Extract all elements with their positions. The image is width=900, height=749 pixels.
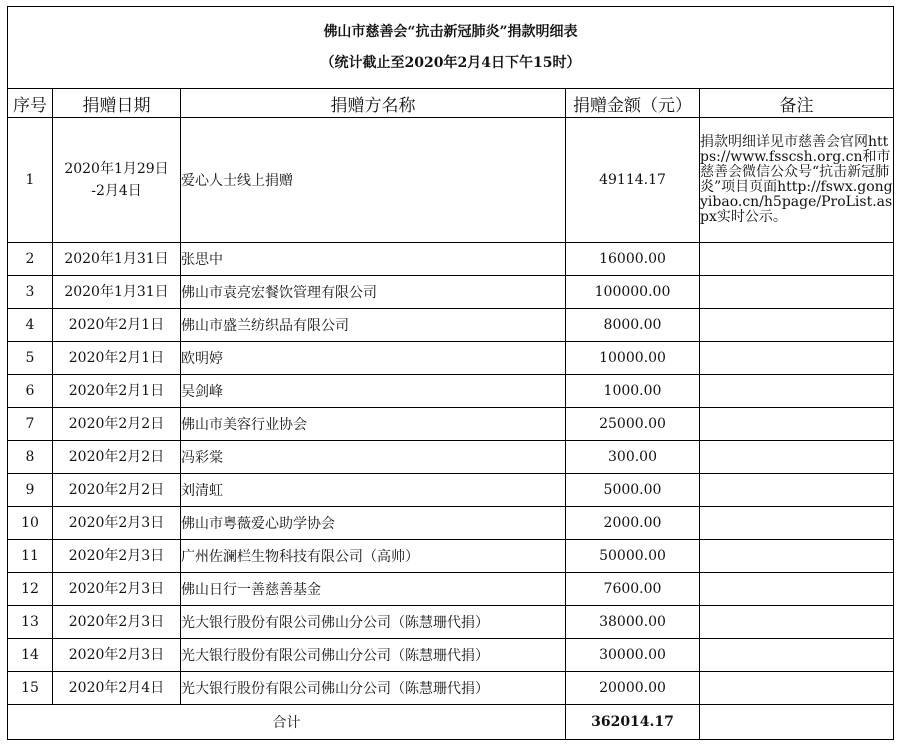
table-row — [8, 474, 894, 507]
table-row — [8, 375, 894, 408]
row-amount: 7600.00 — [566, 573, 700, 606]
row-note — [700, 342, 894, 375]
row-seq: 11 — [8, 540, 53, 573]
table-row — [8, 309, 894, 342]
row-date — [53, 243, 181, 276]
row-amount: 300.00 — [566, 441, 700, 474]
row-amount: 25000.00 — [566, 408, 700, 441]
row-donor: 光大银行股份有限公司佛山分公司（陈慧珊代捐） — [181, 639, 566, 672]
row-note — [700, 606, 894, 639]
row-note — [700, 243, 894, 276]
table-row — [8, 507, 894, 540]
row-donor: 爱心人士线上捐赠 — [181, 118, 566, 243]
row-date — [53, 118, 181, 243]
row-note — [700, 474, 894, 507]
row-date — [53, 276, 181, 309]
row-seq: 4 — [8, 309, 53, 342]
table-row — [8, 540, 894, 573]
row-donor: 刘清虹 — [181, 474, 566, 507]
row-donor: 欧明婷 — [181, 342, 566, 375]
row-date-text: 2020年2月3日 — [68, 581, 165, 597]
row-date-text: 2020年2月1日 — [68, 383, 165, 399]
table-row — [8, 342, 894, 375]
table-row — [8, 276, 894, 309]
row-donor: 吴剑峰 — [181, 375, 566, 408]
row-date-text-2: -2月4日 — [91, 183, 142, 199]
row-seq: 2 — [8, 243, 53, 276]
row-amount: 2000.00 — [566, 507, 700, 540]
donation-table — [7, 6, 894, 740]
row-donor: 佛山市美容行业协会 — [181, 408, 566, 441]
row-donor: 冯彩棠 — [181, 441, 566, 474]
row-seq: 10 — [8, 507, 53, 540]
row-note — [700, 309, 894, 342]
row-date — [53, 507, 181, 540]
row-note — [700, 540, 894, 573]
row-seq: 13 — [8, 606, 53, 639]
row-seq: 12 — [8, 573, 53, 606]
table-row — [8, 639, 894, 672]
row-amount: 38000.00 — [566, 606, 700, 639]
row-date-text: 2020年2月3日 — [68, 515, 165, 531]
header-amount: 捐赠金额（元） — [566, 89, 700, 118]
table-row — [8, 441, 894, 474]
row-date — [53, 540, 181, 573]
row-note — [700, 507, 894, 540]
row-amount: 30000.00 — [566, 639, 700, 672]
row-note — [700, 408, 894, 441]
title-row — [8, 7, 894, 89]
row-amount: 8000.00 — [566, 309, 700, 342]
total-amount: 362014.17 — [566, 705, 700, 740]
total-label: 合计 — [8, 705, 566, 740]
row-donor: 广州佐澜栏生物科技有限公司（高帅） — [181, 540, 566, 573]
row-amount: 16000.00 — [566, 243, 700, 276]
row-seq: 15 — [8, 672, 53, 705]
row-date-text: 2020年2月2日 — [68, 416, 165, 432]
row-date — [53, 573, 181, 606]
row-date-text: 2020年1月31日 — [64, 284, 169, 300]
row-date — [53, 606, 181, 639]
row-date-text: 2020年2月1日 — [68, 317, 165, 333]
row-note — [700, 573, 894, 606]
row-date-text: 2020年2月2日 — [68, 449, 165, 465]
row-note — [700, 639, 894, 672]
row-note — [700, 441, 894, 474]
row-date-text: 2020年2月3日 — [68, 614, 165, 630]
table-row — [8, 408, 894, 441]
row-seq: 1 — [8, 118, 53, 243]
table-row — [8, 606, 894, 639]
title-line-1: 佛山市慈善会“抗击新冠肺炎”捐款明细表 — [323, 23, 578, 40]
row-amount: 100000.00 — [566, 276, 700, 309]
row-date — [53, 375, 181, 408]
row-date — [53, 441, 181, 474]
total-row — [8, 705, 894, 740]
row-note — [700, 375, 894, 408]
row-note: 捐款明细详见市慈善会官网https://www.fsscsh.org.cn和市慈善会微信公众号“抗击新冠肺炎”项目页面http://fswx.gongyibao.cn/h5page/ProList.aspx实时公示。 — [700, 118, 894, 243]
row-date — [53, 408, 181, 441]
row-amount: 1000.00 — [566, 375, 700, 408]
table-title — [8, 7, 894, 89]
row-date-text: 2020年2月3日 — [68, 548, 165, 564]
row-date — [53, 309, 181, 342]
row-amount: 5000.00 — [566, 474, 700, 507]
row-seq: 14 — [8, 639, 53, 672]
row-amount: 49114.17 — [566, 118, 700, 243]
row-amount: 50000.00 — [566, 540, 700, 573]
row-date-text: 2020年2月2日 — [68, 482, 165, 498]
row-date-text: 2020年1月29日 — [64, 161, 169, 177]
row-date — [53, 672, 181, 705]
total-note — [700, 705, 894, 740]
row-amount: 20000.00 — [566, 672, 700, 705]
row-date-text: 2020年2月1日 — [68, 350, 165, 366]
table-row — [8, 118, 894, 243]
row-note — [700, 276, 894, 309]
header-note: 备注 — [700, 89, 894, 118]
row-donor: 张思中 — [181, 243, 566, 276]
row-date — [53, 342, 181, 375]
row-date — [53, 474, 181, 507]
row-donor: 佛山市袁亮宏餐饮管理有限公司 — [181, 276, 566, 309]
row-donor: 佛山市盛兰纺织品有限公司 — [181, 309, 566, 342]
row-donor: 光大银行股份有限公司佛山分公司（陈慧珊代捐） — [181, 606, 566, 639]
table-row — [8, 672, 894, 705]
row-donor: 佛山日行一善慈善基金 — [181, 573, 566, 606]
row-amount: 10000.00 — [566, 342, 700, 375]
row-seq: 6 — [8, 375, 53, 408]
row-seq: 7 — [8, 408, 53, 441]
row-note — [700, 672, 894, 705]
row-donor: 佛山市粤薇爱心助学协会 — [181, 507, 566, 540]
table-row — [8, 243, 894, 276]
row-date-text: 2020年1月31日 — [64, 251, 169, 267]
header-donor: 捐赠方名称 — [181, 89, 566, 118]
row-date-text: 2020年2月3日 — [68, 647, 165, 663]
header-date: 捐赠日期 — [53, 89, 181, 118]
row-seq: 9 — [8, 474, 53, 507]
header-row — [8, 89, 894, 118]
row-date-text: 2020年2月4日 — [68, 680, 165, 696]
title-line-2: （统计截止至2020年2月4日下午15时） — [320, 54, 581, 71]
table-row — [8, 573, 894, 606]
row-seq: 3 — [8, 276, 53, 309]
row-date — [53, 639, 181, 672]
row-seq: 5 — [8, 342, 53, 375]
row-donor: 光大银行股份有限公司佛山分公司（陈慧珊代捐） — [181, 672, 566, 705]
row-seq: 8 — [8, 441, 53, 474]
donation-sheet — [7, 6, 893, 746]
header-seq: 序号 — [8, 89, 53, 118]
